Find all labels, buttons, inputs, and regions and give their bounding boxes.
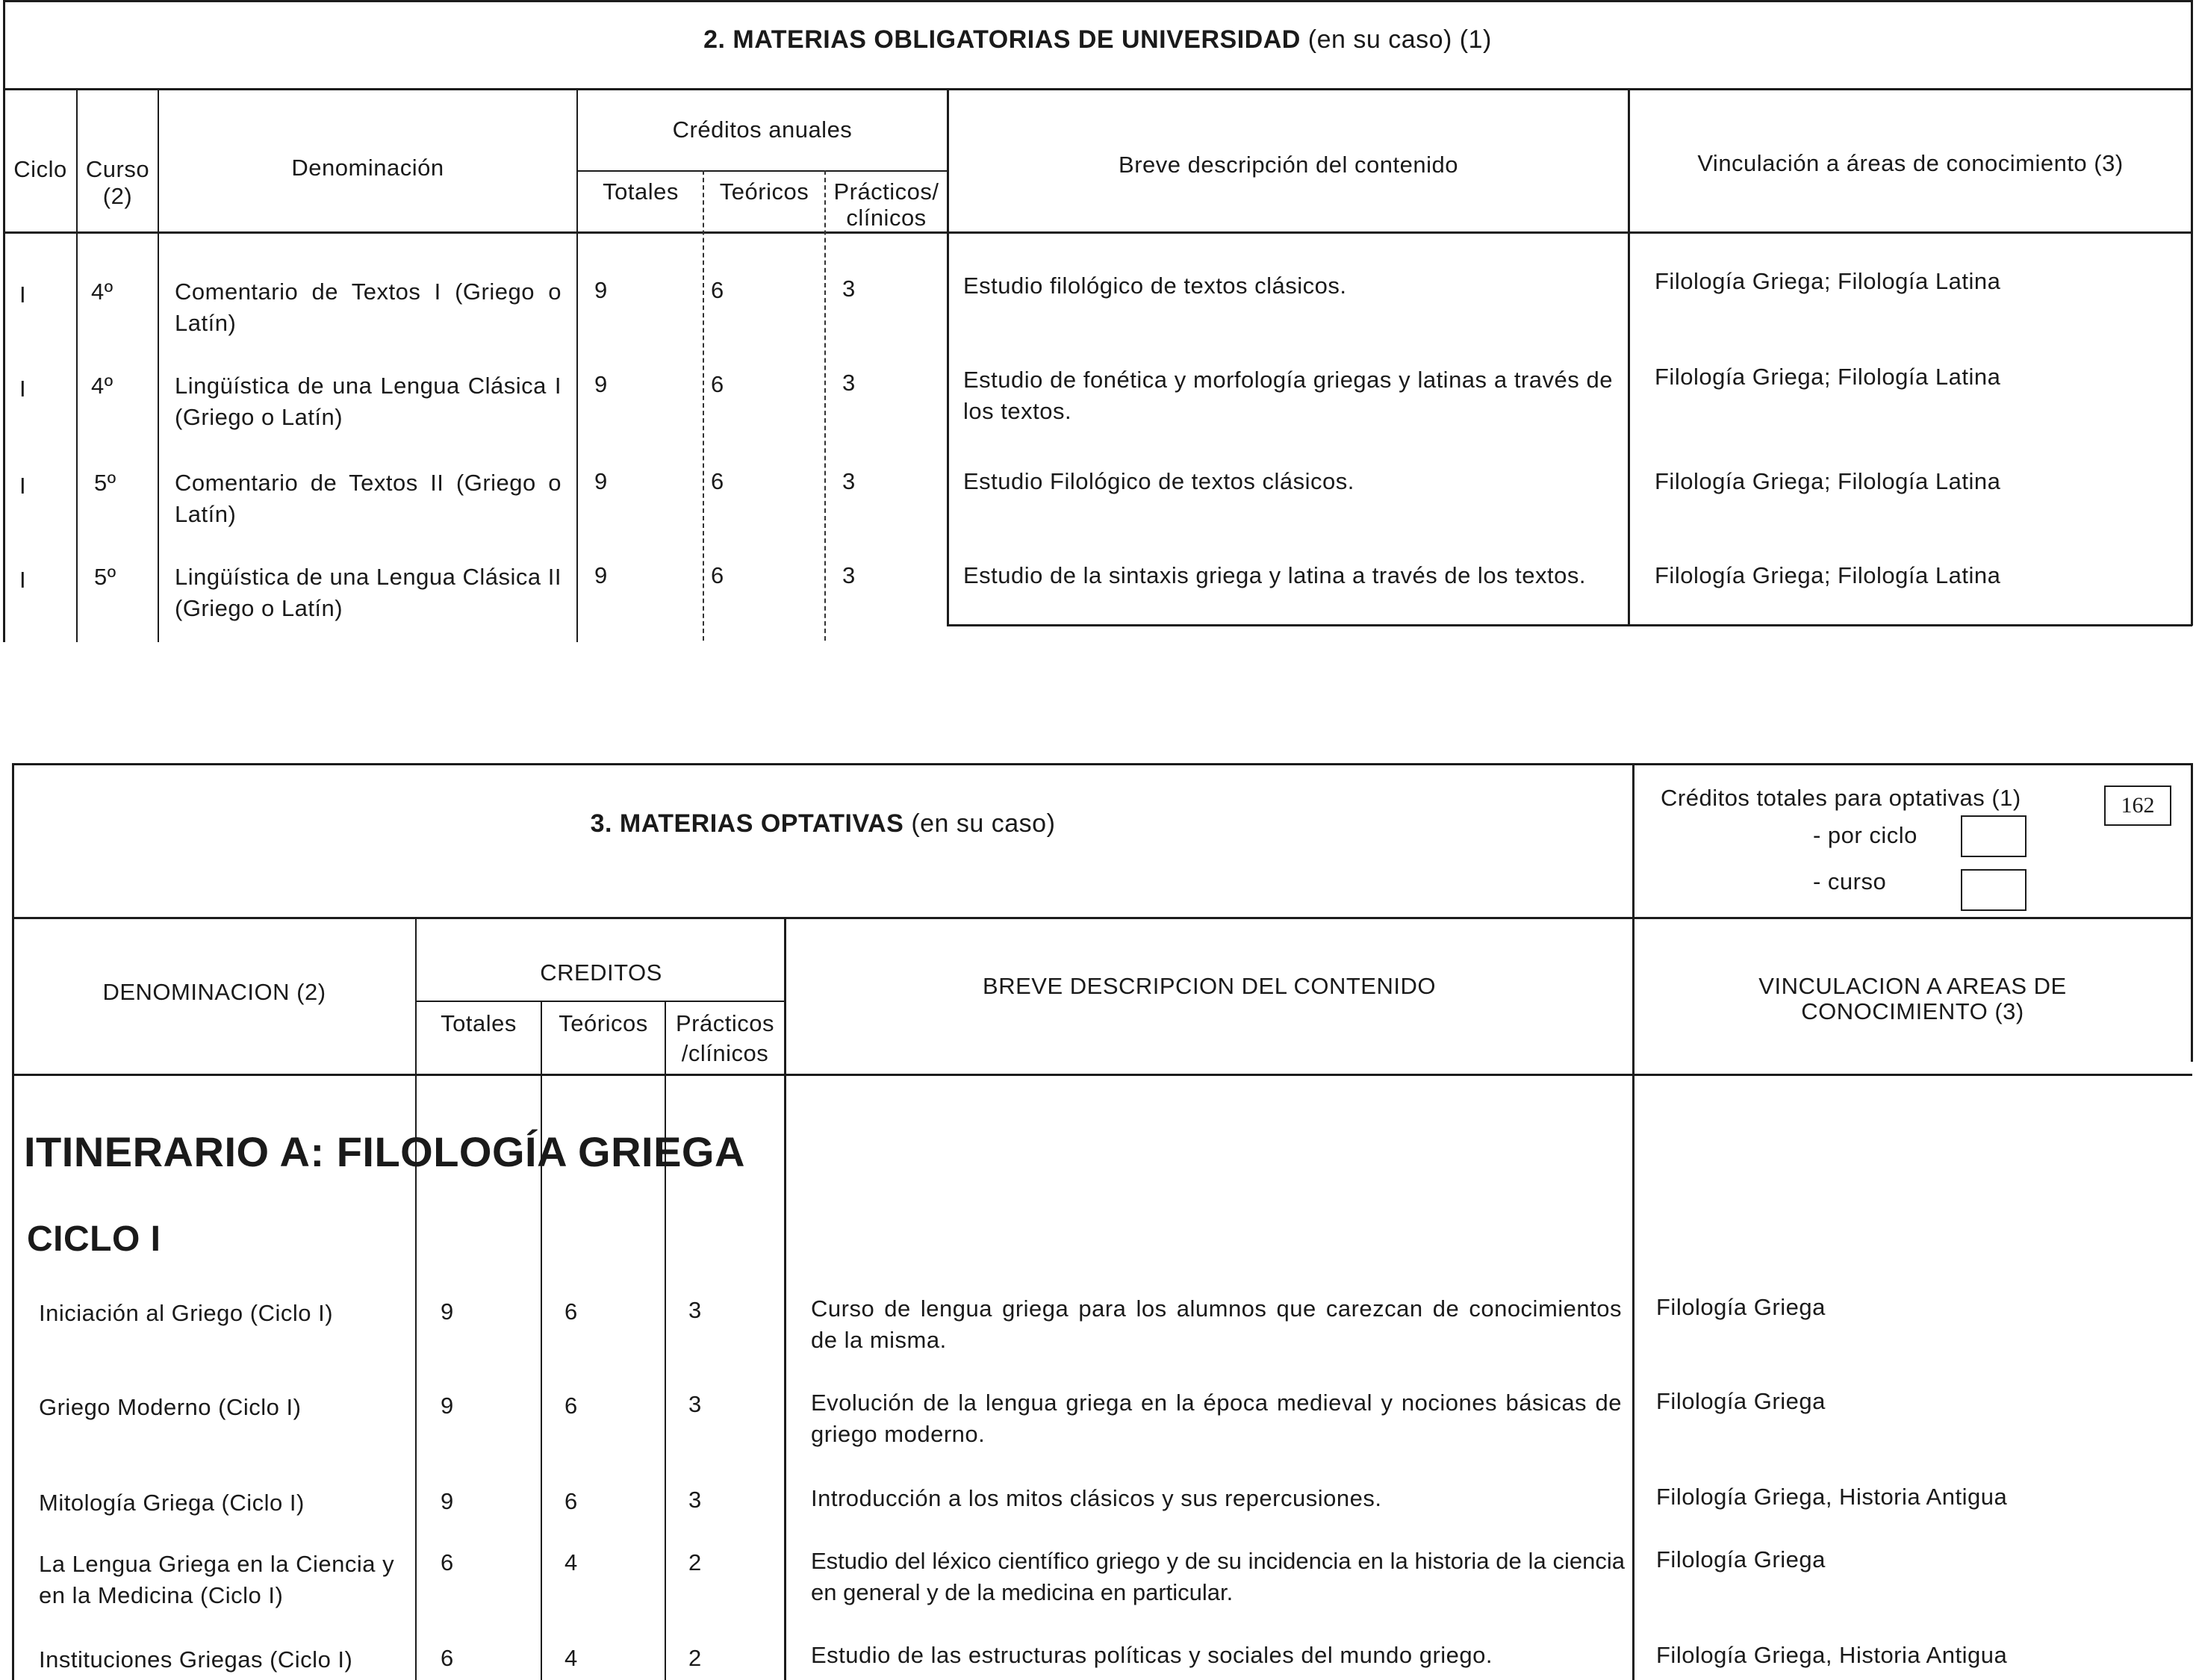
cell-vinculacion: Filología Griega; Filología Latina [1655,364,2001,390]
header-descripcion: BREVE DESCRIPCION DEL CONTENIDO [983,973,1436,999]
header-denominacion: Denominación [291,155,444,181]
cell-teoricos: 6 [564,1298,578,1325]
cell-descripcion: Introducción a los mitos clásicos y sus repercusiones. [811,1485,1382,1511]
header-practicos: Prácticos [676,1010,774,1036]
cell-descripcion: Estudio de las estructuras políticas y sociales del mundo griego. [811,1642,1493,1668]
header-teoricos: Teóricos [559,1010,648,1036]
cell-denominacion: Griego Moderno (Ciclo I) [39,1394,302,1420]
header-vinculacion-2: CONOCIMIENTO (3) [1801,998,2024,1024]
cell-denominacion: Comentario de Textos II (Griego o Latín) [175,470,562,527]
cell-practicos: 3 [842,276,856,302]
cell-teoricos: 6 [711,371,724,397]
creditos-totales-label: Créditos totales para optativas (1) [1661,785,2021,811]
cell-practicos: 3 [842,468,856,494]
cell-denominacion: La Lengua Griega en la Ciencia y en la Medicina (Ciclo I) [39,1551,395,1608]
cell-vinculacion: Filología Griega, Historia Antigua [1656,1484,2008,1510]
cell-practicos: 3 [688,1487,702,1513]
cell-teoricos: 6 [711,468,724,494]
cell-practicos: 2 [688,1645,702,1671]
por-ciclo-label: - por ciclo [1813,822,1917,848]
section3-title-note: (en su caso) [911,809,1056,838]
cell-vinculacion: Filología Griega [1656,1546,1826,1572]
cell-ciclo: I [19,473,27,499]
cell-vinculacion: Filología Griega; Filología Latina [1655,268,2001,294]
cell-practicos: 3 [842,370,856,396]
ciclo-heading: CICLO I [27,1219,161,1259]
header-creditos-anuales: Créditos anuales [672,116,853,143]
section2-title: 2. MATERIAS OBLIGATORIAS DE UNIVERSIDAD [703,25,1301,54]
cell-ciclo: I [19,376,27,402]
cell-practicos: 2 [688,1549,702,1575]
cell-totales: 9 [594,562,608,588]
cell-descripcion: Estudio de fonética y morfología griegas y latinas a través de los textos. [963,367,1613,424]
cell-descripcion: Evolución de la lengua griega en la época medieval y nociones básicas de griego moderno. [811,1390,1622,1447]
cell-teoricos: 6 [564,1488,578,1514]
cell-totales: 9 [441,1298,454,1325]
header-vinculacion: VINCULACION A AREAS DE [1758,973,2067,999]
por-ciclo-box[interactable] [1961,815,2027,857]
cell-descripcion: Estudio del léxico científico griego y de su incidencia en la historia de la ciencia en general y de la medicina en particular. [811,1548,1625,1605]
cell-practicos: 3 [688,1391,702,1417]
cell-totales: 9 [441,1488,454,1514]
header-clinicos: clínicos [846,205,927,231]
cell-teoricos: 6 [711,277,724,303]
cell-descripcion: Curso de lengua griega para los alumnos que carezcan de conocimientos de la misma. [811,1295,1622,1353]
cell-denominacion: Lingüística de una Lengua Clásica II (Griego o Latín) [175,564,562,621]
cell-curso: 5º [94,470,116,496]
cell-vinculacion: Filología Griega [1656,1388,1826,1414]
header-totales: Totales [441,1010,517,1036]
itinerario-heading: ITINERARIO A: FILOLOGÍA GRIEGA [24,1128,745,1175]
curso-label: - curso [1813,868,1887,895]
cell-vinculacion: Filología Griega, Historia Antigua [1656,1642,2008,1668]
header-practicos: Prácticos/ [833,178,939,205]
cell-descripcion: Estudio Filológico de textos clásicos. [963,468,1354,494]
header-curso-note: (2) [102,183,133,209]
header-totales: Totales [603,178,679,205]
section3-title: 3. MATERIAS OPTATIVAS [590,809,904,838]
cell-teoricos: 6 [711,562,724,588]
cell-totales: 9 [594,371,608,397]
cell-denominacion: Iniciación al Griego (Ciclo I) [39,1300,334,1326]
header-creditos: CREDITOS [540,959,662,986]
cell-totales: 6 [441,1549,454,1575]
cell-teoricos: 4 [564,1645,578,1671]
header-clinicos: /clínicos [681,1040,769,1066]
cell-descripcion: Estudio de la sintaxis griega y latina a través de los textos. [963,562,1586,588]
cell-ciclo: I [19,281,27,308]
cell-curso: 4º [91,373,113,399]
cell-denominacion: Lingüística de una Lengua Clásica I (Griego o Latín) [175,373,562,430]
cell-curso: 5º [94,564,116,590]
cell-vinculacion: Filología Griega; Filología Latina [1655,562,2001,588]
header-teoricos: Teóricos [719,178,809,205]
cell-ciclo: I [19,567,27,593]
cell-descripcion: Estudio filológico de textos clásicos. [963,273,1347,299]
section2-title-note: (en su caso) (1) [1307,25,1492,54]
header-curso: Curso [85,156,150,182]
cell-practicos: 3 [842,562,856,588]
cell-denominacion: Instituciones Griegas (Ciclo I) [39,1646,353,1673]
cell-curso: 4º [91,279,113,305]
cell-totales: 6 [441,1645,454,1671]
cell-totales: 9 [441,1393,454,1419]
cell-denominacion: Mitología Griega (Ciclo I) [39,1490,305,1516]
cell-totales: 9 [594,468,608,494]
cell-vinculacion: Filología Griega [1656,1294,1826,1320]
header-vinculacion: Vinculación a áreas de conocimiento (3) [1697,150,2124,176]
cell-vinculacion: Filología Griega; Filología Latina [1655,468,2001,494]
curso-box[interactable] [1961,869,2027,911]
cell-teoricos: 4 [564,1549,578,1575]
header-descripcion: Breve descripción del contenido [1119,152,1458,178]
header-denominacion: DENOMINACION (2) [102,979,326,1005]
cell-teoricos: 6 [564,1393,578,1419]
cell-denominacion: Comentario de Textos I (Griego o Latín) [175,279,562,336]
header-ciclo: Ciclo [13,156,67,182]
cell-practicos: 3 [688,1297,702,1323]
creditos-totales-value: 162 [2104,785,2171,826]
cell-totales: 9 [594,277,608,303]
